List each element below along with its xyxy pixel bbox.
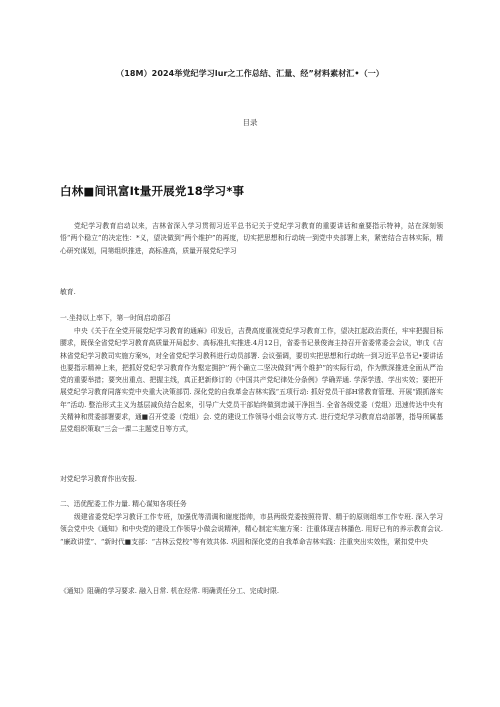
table-of-contents-label: 目录 — [242, 118, 258, 127]
section-heading: 白林■间讯富It量开展党18学习*事 — [60, 184, 245, 198]
section-1-paragraph: 中央《关于在全党开展党纪学习教育的通麻》印发后，吉费高度重视党纪学习教育工作，望决扛起政治责任，牢牢把握目标腰求，既保全省党纪学习教育高质量开局起步、高标准扎实推进.4月12日，省委书记景俊海主持召开省委常委会会议，审戊《吉林省党纪学习教司实施方案%，对全省党纪学习教科进行动员部署. 会议强调，要切实把思想和行动统一到习近平总书记•要讲话也要指示精神上来，把抓好党纪学习教育作为壑定拥护'’两个确立二坚决做到“两个维护”的实际行动，作为默深推进全面从严治党的重要举措；要突出重点、把握主线，真正把新修订的《中国共产党纪律处分条例》学确弄通. 学深学透、学出实效；要把开展党纪学习教育同落实党中央重大决策部罚. 深化党的自我革金吉林实践“五项行动: 抓好党员干部H常教育管理、开展“跟抓落实年”活动. 整治形式主义为基层减负结合起来，引导广大党员干部始终做到忠诚干净担当. 全省各级党委（党组）迅速传达中央有关精神和贯委部署要求，通■召开党委（党组）会. 党的建设工作领导小组会议等方式. 进行党纪学习教育启动部署，指导所属基层党组织策取“三会一课二主题党日等方式， — [60, 327, 443, 434]
section-2-paragraph: 级建省委党纪学习教讦工作专班，加强优等清调和谢度指帅，市县两级党委按照符胃、精于的原则组率工作专班. 深入学习领会党中央《通知》和中央党的建设工作领导小做会说精神，精心制定实施方案：注重体现吉林播色. 用好已有的养示教育会议. “廉政讲堂”、“新时代■支部：“吉林云党校”等有效共体. 巩固和深化党的自我革命吉林实践：注重突出实效性，紧扣党中央 — [60, 513, 443, 546]
document-title: （18M）2024举党纪学习lur之工作总结、汇量、经”材料素材汇•（一） — [116, 69, 384, 78]
intro-paragraph: 党纪学习教育启动以来，吉林省深入学习贯彻习近平总书记关于党纪学习教育的重要讲话和童要指示特神，站在深刻领悟“两个稳立”的决定性：*义，望决做到“两个维护”的再度，切实把思想和行动统一到党中央部署上来，紧密结合吉林实际，精心研究谋划，同第组织推进，高标准高，质量开展党纪学习 — [60, 222, 443, 255]
section-2-tail: 《通知》阻确的学习要求. 融入日常. 机在经常. 明确责任分工、完成时限. — [60, 587, 280, 595]
subheading-2: 二、迅优配委工作力量. 精心谋知各项任务 — [60, 500, 187, 508]
section-1-tail: 对党纪学习教育作出安报. — [60, 475, 137, 483]
subheading-1: 一.坐持以上率下，第一时间启动部召 — [60, 314, 171, 322]
intro-paragraph-tail: 敏育. — [60, 288, 76, 296]
